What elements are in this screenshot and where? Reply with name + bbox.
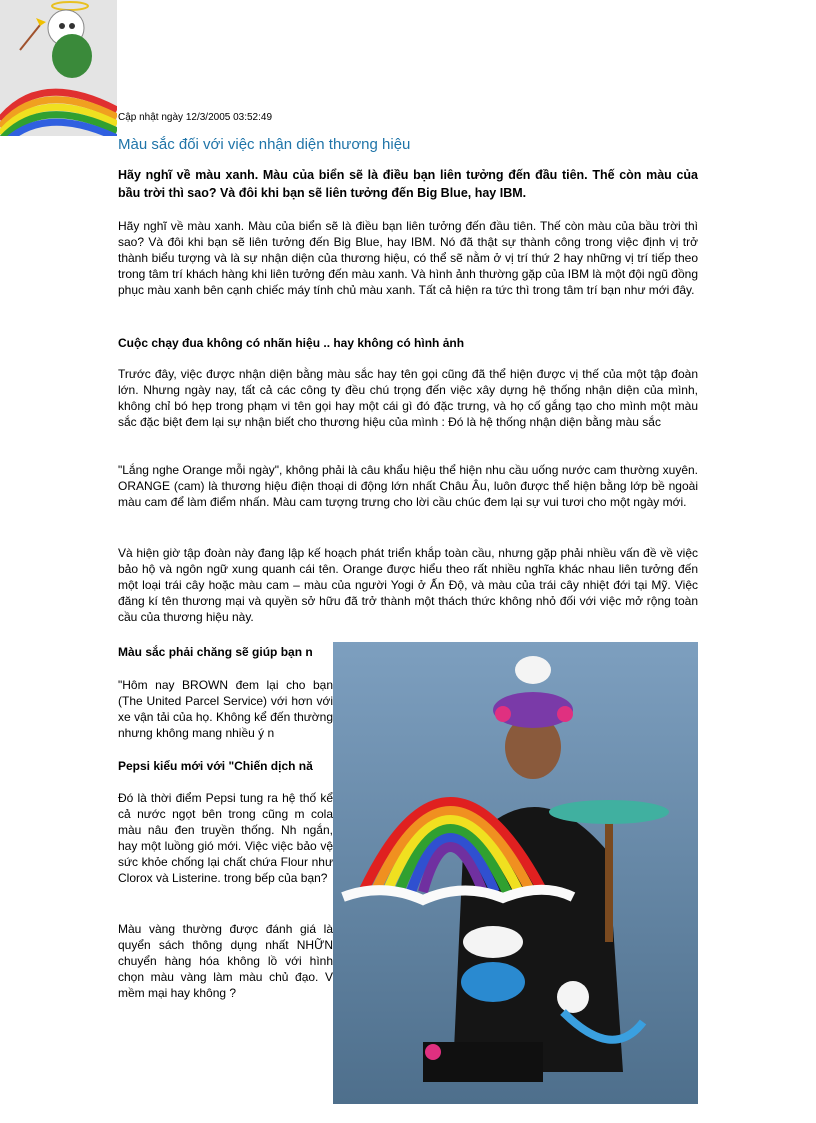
paragraph-4: Và hiện giờ tập đoàn này đang lập kế hoạch phát triển khắp toàn cầu, nhưng gặp phải nhiều vấn đề về việc bảo hộ và ngôn ngữ xung quanh cái tên. Orange được hiểu theo rất nhiều nghĩa khác nhau liên tưởng đến một loại trái cây hoặc màu cam – màu của người Yogi ở Ấn Độ, và màu của trái cây nhiệt đới tại Mỹ. Việc đăng kí tên thương mại và quyền sở hữu đã trở thành một thách thức không nhỏ đối với việc mở rộng toàn cầu của thương hiệu này.: [118, 546, 698, 624]
section-heading-3: Pepsi kiểu mới với "Chiến dịch nă: [118, 759, 313, 773]
paragraph-3: "Lắng nghe Orange mỗi ngày", không phải là câu khẩu hiệu thể hiện nhu cầu uống nước cam thường xuyên. ORANGE (cam) là thương hiệu điện thoại di động lớn nhất Châu Âu, luôn được thể hiện bằng lớp bề ngoài màu cam để làm điểm nhấn. Màu cam tượng trưng cho lời cầu chúc đem lại sự vui tươi cho một ngày mới.: [118, 463, 698, 509]
paragraph-2: Trước đây, việc được nhận diện bằng màu sắc hay tên gọi cũng đã thể hiện được vị thế của một tập đoàn lớn. Nhưng ngày nay, tất cả các công ty đều chú trọng đến việc xây dựng hệ thống nhận diện của mình, không chỉ bó hẹp trong phạm vi tên gọi hay một cái gì đó đặc trưng, và họ cố gắng tạo cho mình một màu sắc đặc biệt đem lại sự nhận biết cho thương hiệu của mình : Đó là hệ thống nhận diện bằng màu sắc: [118, 367, 698, 429]
paragraph-5: "Hôm nay BROWN đem lại cho bạn (The United Parcel Service) với hơn với xe vận tải của họ. Không kể đến thường nhưng không mang nhiều ý n: [118, 678, 333, 740]
lead-paragraph: Hãy nghĩ về màu xanh. Màu của biển sẽ là điều bạn liên tưởng đến đầu tiên. Thế còn màu của bầu trời thì sao? Và đôi khi bạn sẽ liên tưởng đến Big Blue, hay IBM.: [118, 168, 698, 200]
update-date: Cập nhật ngày 12/3/2005 03:52:49: [118, 112, 273, 123]
paragraph-6: Đó là thời điểm Pepsi tung ra hệ thố kể cả nước ngọt bên trong cũng m cola màu nâu đen truyền thống. Nh ngắn, hay một luồng gió mới. Việc việc bảo vệ sức khỏe chống lại chất chứa Flour như Clorox và Listerine. trong bếp của bạn?: [118, 791, 333, 885]
section-heading-2: Màu sắc phải chăng sẽ giúp bạn n: [118, 645, 313, 659]
section-heading-1: Cuộc chạy đua không có nhãn hiệu .. hay không có hình ảnh: [118, 336, 465, 350]
paragraph-7: Màu vàng thường được đánh giá là quyển sách thông dụng nhất NHỮN chuyển hàng hóa không lồ với hình chọn màu vàng làm màu chủ đạo. V mềm mại hay không ?: [118, 922, 333, 1000]
article-title: Màu sắc đối với việc nhận diện thương hiệu: [118, 136, 411, 153]
clown-logo-image: [0, 0, 117, 136]
balloon-artist-photo: [333, 642, 698, 1104]
paragraph-1: Hãy nghĩ về màu xanh. Màu của biển sẽ là điều bạn liên tưởng đến đầu tiên. Thế còn màu của bầu trời thì sao? Và đôi khi bạn sẽ liên tưởng đến Big Blue, hay IBM. Nó đã thật sự thành công trong việc định vị trở thành biểu tượng và là sự nhận diện của thương hiệu, có thể sẽ nằm ở vị trí thứ 2 hay những vị trí tiếp theo trong tâm trí khách hàng khi liên tưởng đến màu xanh. Và hình ảnh thường gặp của IBM là một đội ngũ đồng phục màu xanh bên cạnh chiếc máy tính chủ màu xanh. Tất cả hiện ra tức thì trong tâm trí bạn như mới đây.: [118, 219, 698, 297]
